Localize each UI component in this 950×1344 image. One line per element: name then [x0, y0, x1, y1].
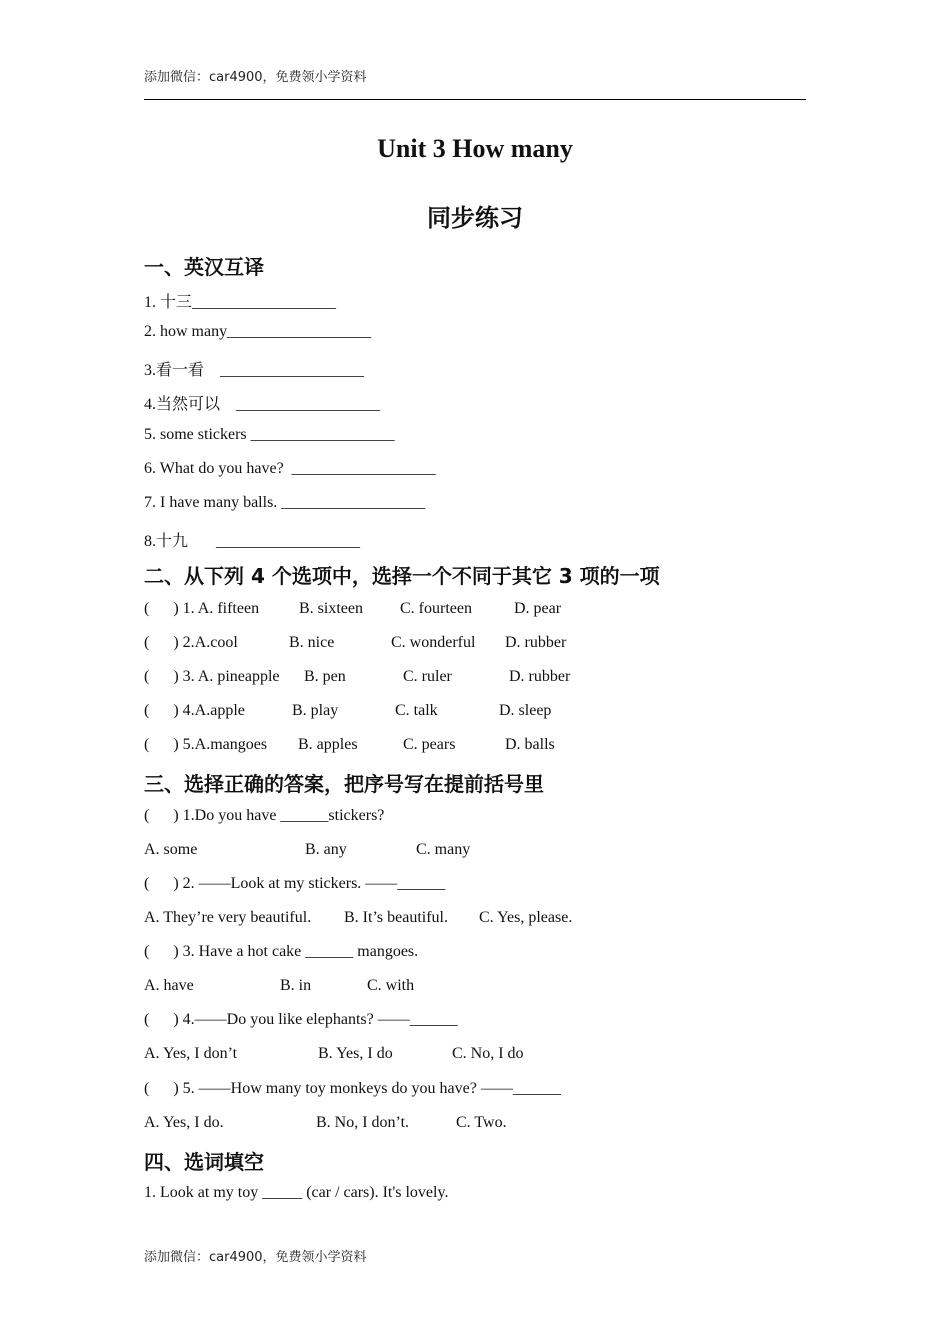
s3-question-4: ( ) 4.——Do you like elephants? ——______	[144, 1011, 458, 1028]
s2-q5-option-b: B. apples	[298, 736, 358, 753]
s2-q4-option-b: B. play	[292, 702, 339, 719]
s3-question-2: ( ) 2. ——Look at my stickers. ——______	[144, 875, 446, 892]
s3-q5-option-c: C. Two.	[456, 1114, 507, 1131]
s2-q1-option-d: D. pear	[514, 600, 562, 617]
s2-q5-option-c: C. pears	[403, 736, 456, 753]
s3-q3-option-b: B. in	[280, 977, 312, 994]
s1-item-1: 1. 十三__________________	[144, 294, 337, 311]
s3-q4-option-c: C. No, I do	[452, 1045, 524, 1062]
section1-heading: 一、英汉互译	[144, 255, 264, 279]
s3-q2-option-c: C. Yes, please.	[479, 909, 573, 926]
s1-item-3: 3.看一看 __________________	[144, 362, 365, 379]
s2-q1-option-b: B. sixteen	[299, 600, 363, 617]
s2-q2-option-b: B. nice	[289, 634, 335, 651]
header-divider	[144, 99, 806, 100]
header-note: 添加微信：car4900，免费领小学资料	[144, 70, 367, 85]
s2-q1-option-c: C. fourteen	[400, 600, 472, 617]
section3-heading: 三、选择正确的答案，把序号写在提前括号里	[144, 772, 544, 796]
s3-question-1: ( ) 1.Do you have ______stickers?	[144, 807, 385, 824]
s3-q3-option-c: C. with	[367, 977, 415, 994]
page-title: Unit 3 How many	[377, 134, 573, 163]
s2-q5-option-a: ( ) 5.A.mangoes	[144, 736, 268, 753]
s2-q5-option-d: D. balls	[505, 736, 555, 753]
s3-question-3: ( ) 3. Have a hot cake ______ mangoes.	[144, 943, 419, 960]
s2-q4-option-c: C. talk	[395, 702, 438, 719]
s3-q5-option-b: B. No, I don’t.	[316, 1114, 410, 1131]
s4-item-1: 1. Look at my toy _____ (car / cars). It's lovely.	[144, 1184, 449, 1201]
s1-item-2: 2. how many__________________	[144, 323, 372, 340]
s2-q4-option-d: D. sleep	[499, 702, 552, 719]
s3-question-5: ( ) 5. ——How many toy monkeys do you have? ——______	[144, 1080, 561, 1097]
s3-q5-option-a: A. Yes, I do.	[144, 1114, 224, 1131]
s2-q3-option-c: C. ruler	[403, 668, 452, 685]
s1-item-4: 4.当然可以 __________________	[144, 396, 381, 413]
s2-q2-option-a: ( ) 2.A.cool	[144, 634, 238, 651]
s2-q1-option-a: ( ) 1. A. fifteen	[144, 600, 260, 617]
s2-q4-option-a: ( ) 4.A.apple	[144, 702, 245, 719]
page-subtitle: 同步练习	[427, 204, 523, 232]
s2-q2-option-d: D. rubber	[505, 634, 567, 651]
s3-q1-option-a: A. some	[144, 841, 198, 858]
s1-item-5: 5. some stickers __________________	[144, 426, 395, 443]
s1-item-7: 7. I have many balls. __________________	[144, 494, 426, 511]
section2-heading: 二、从下列 4 个选项中，选择一个不同于其它 3 项的一项	[144, 564, 660, 588]
s1-item-6: 6. What do you have? __________________	[144, 460, 436, 477]
s2-q3-option-a: ( ) 3. A. pineapple	[144, 668, 280, 685]
s1-item-8: 8.十九 __________________	[144, 533, 361, 550]
s3-q4-option-b: B. Yes, I do	[318, 1045, 393, 1062]
s3-q2-option-a: A. They’re very beautiful.	[144, 909, 312, 926]
section4-heading: 四、选词填空	[144, 1150, 264, 1174]
s3-q4-option-a: A. Yes, I don’t	[144, 1045, 238, 1062]
s2-q3-option-d: D. rubber	[509, 668, 571, 685]
s2-q3-option-b: B. pen	[304, 668, 346, 685]
s3-q3-option-a: A. have	[144, 977, 194, 994]
s3-q1-option-b: B. any	[305, 841, 347, 858]
s3-q2-option-b: B. It’s beautiful.	[344, 909, 448, 926]
footer-note: 添加微信：car4900，免费领小学资料	[144, 1250, 367, 1265]
s2-q2-option-c: C. wonderful	[391, 634, 476, 651]
s3-q1-option-c: C. many	[416, 841, 471, 858]
